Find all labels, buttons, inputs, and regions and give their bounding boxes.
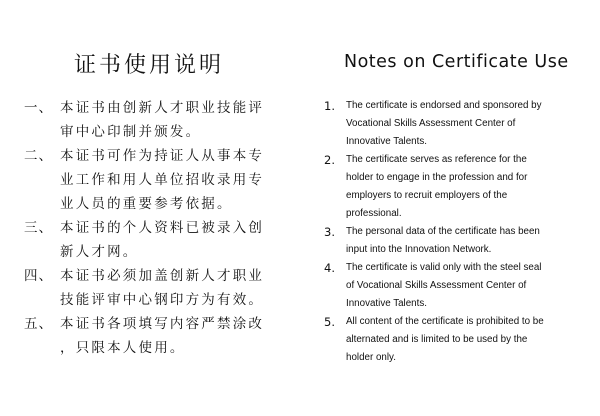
english-note-line: The certificate is endorsed and sponsored by xyxy=(346,100,542,111)
chinese-note-line: 业工作和用人单位招收录用专 xyxy=(60,172,265,188)
english-note-line: Innovative Talents. xyxy=(346,298,427,309)
chinese-note-number: 二、 xyxy=(24,148,53,164)
chinese-note-number: 三、 xyxy=(24,220,53,236)
chinese-note-item xyxy=(24,312,286,360)
chinese-note-item xyxy=(24,144,286,216)
english-note-line: Vocational Skills Assessment Center of xyxy=(346,118,516,129)
english-notes-list xyxy=(324,97,586,367)
chinese-title: 证书使用说明 xyxy=(74,53,225,78)
chinese-note-line: 本证书必须加盖创新人才职业 xyxy=(60,268,265,284)
english-note-item xyxy=(324,97,586,151)
chinese-note-line: ，只限本人使用。 xyxy=(60,340,186,356)
chinese-note-number: 一、 xyxy=(24,100,53,116)
chinese-note-line: 本证书由创新人才职业技能评 xyxy=(60,100,265,116)
english-note-number: 4. xyxy=(324,261,335,275)
chinese-note-line: 本证书可作为持证人从事本专 xyxy=(60,148,265,164)
english-note-line: input into the Innovation Network. xyxy=(346,244,492,255)
english-note-item xyxy=(324,223,586,259)
chinese-note-number: 五、 xyxy=(24,316,53,332)
chinese-note-line: 业人员的重要参考依据。 xyxy=(60,196,233,212)
english-note-number: 3. xyxy=(324,225,335,239)
english-note-number: 5. xyxy=(324,315,335,329)
english-note-item xyxy=(324,259,586,313)
english-note-line: The personal data of the certificate has been xyxy=(346,226,540,237)
english-note-number: 2. xyxy=(324,153,335,167)
chinese-note-line: 技能评审中心钢印方为有效。 xyxy=(60,292,265,308)
chinese-note-item xyxy=(24,216,286,264)
chinese-note-line: 本证书的个人资料已被录入创 xyxy=(60,220,265,236)
chinese-note-item xyxy=(24,96,286,144)
english-note-item xyxy=(324,151,586,223)
chinese-notes-list xyxy=(24,96,286,360)
english-note-line: holder only. xyxy=(346,352,396,363)
chinese-note-line: 新人才网。 xyxy=(60,244,139,260)
english-note-line: of Vocational Skills Assessment Center of xyxy=(346,280,527,291)
english-note-line: employers to recruit employers of the xyxy=(346,190,508,201)
english-note-line: professional. xyxy=(346,208,402,219)
english-note-item xyxy=(324,313,586,367)
english-note-line: The certificate is valid only with the steel seal xyxy=(346,262,542,273)
english-note-line: Innovative Talents. xyxy=(346,136,427,147)
english-note-line: All content of the certificate is prohibited to be xyxy=(346,316,544,327)
chinese-note-number: 四、 xyxy=(24,268,53,284)
english-note-line: alternated and is limited to be used by the xyxy=(346,334,528,345)
english-note-line: holder to engage in the profession and for xyxy=(346,172,528,183)
chinese-note-item xyxy=(24,264,286,312)
chinese-note-line: 本证书各项填写内容严禁涂改 xyxy=(60,316,265,332)
english-note-number: 1. xyxy=(324,99,335,113)
english-note-line: The certificate serves as reference for the xyxy=(346,154,527,165)
chinese-note-line: 审中心印制并颁发。 xyxy=(60,124,202,140)
english-title: Notes on Certificate Use xyxy=(344,52,569,72)
